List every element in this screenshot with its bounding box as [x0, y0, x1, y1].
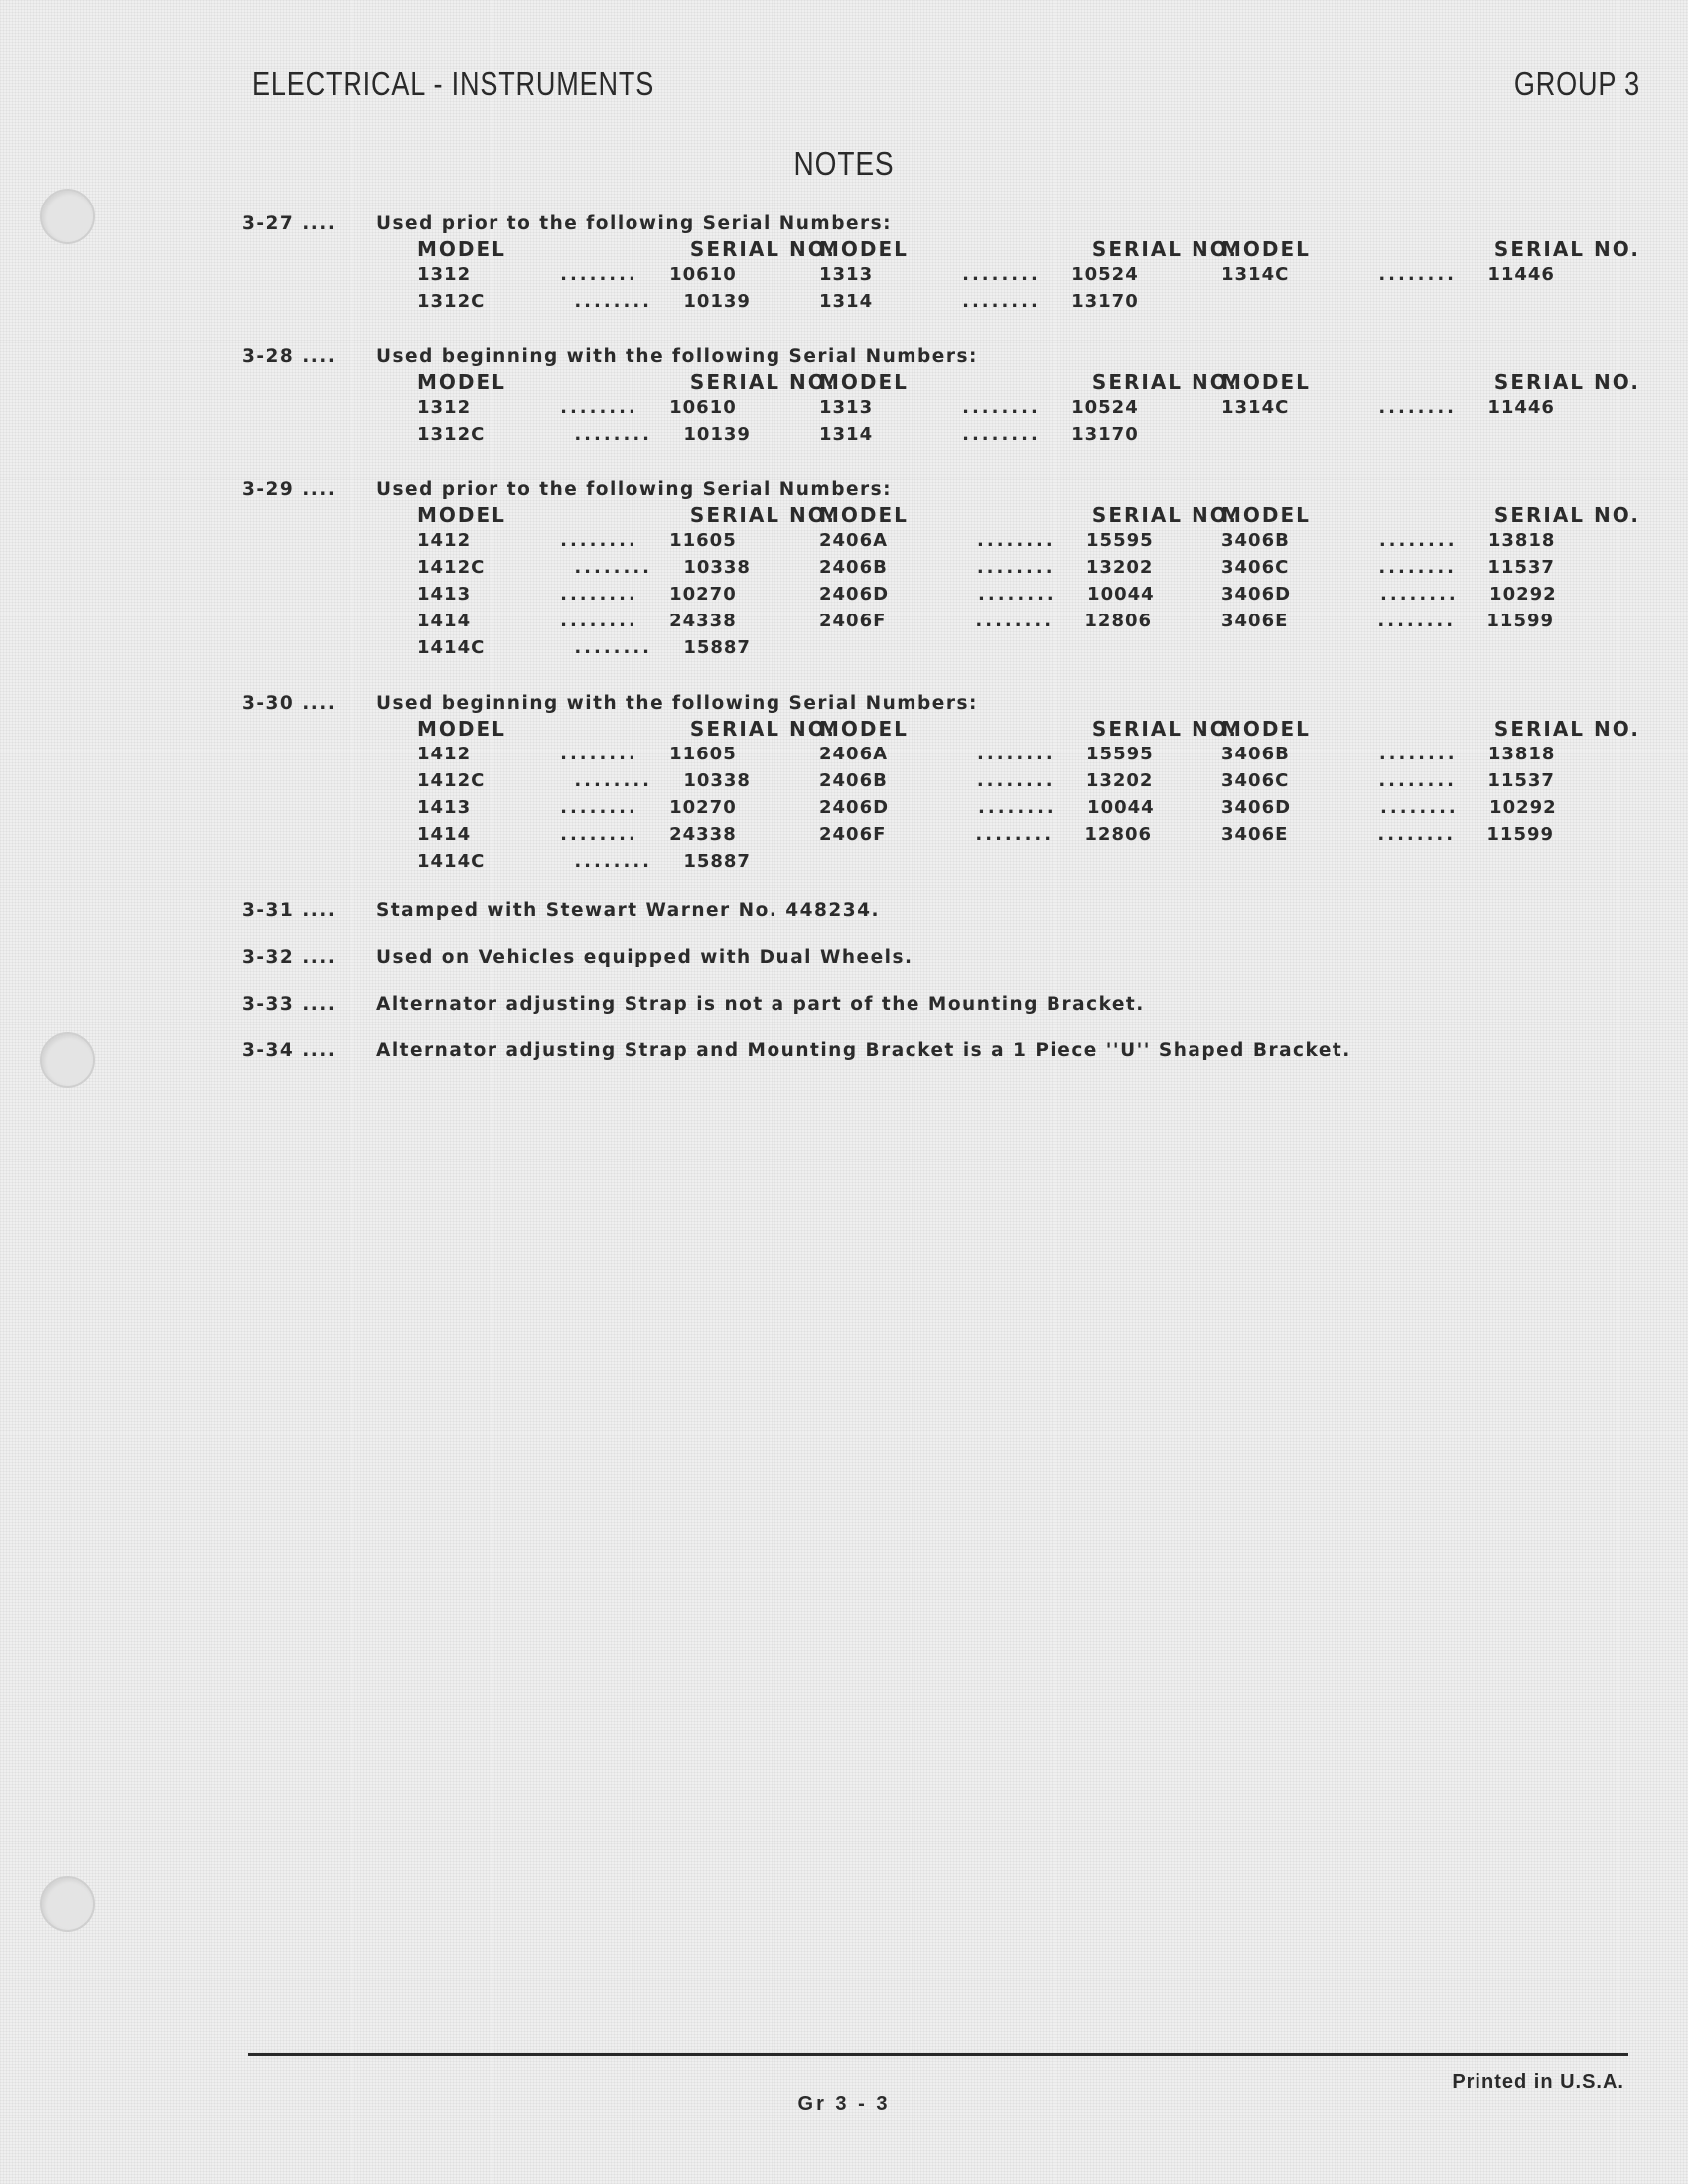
model-number: 3406C [1221, 557, 1290, 578]
serial-number: 11537 [1487, 770, 1555, 791]
serial-entry [417, 557, 751, 578]
serial-column-header: SERIAL NO. [1493, 503, 1640, 527]
serial-entry [819, 530, 1154, 551]
serial-table-header [417, 237, 1640, 264]
serial-table-header [417, 503, 1640, 530]
model-number: 1314C [1221, 397, 1290, 418]
serial-number: 15595 [1086, 530, 1154, 551]
model-column-header: MODEL [819, 503, 909, 527]
model-number: 2406B [819, 770, 888, 791]
model-number: 1413 [417, 584, 472, 605]
note-text: Used prior to the following Serial Numbers: [376, 479, 893, 500]
note-number: 3-28 .... [242, 346, 337, 367]
note-item [242, 944, 1632, 971]
serial-column-header: SERIAL NO. [1493, 370, 1640, 394]
note-text: Alternator adjusting Strap and Mounting Bracket is a 1 Piece ''U'' Shaped Bracket. [376, 1040, 1351, 1061]
serial-number: 10292 [1489, 797, 1557, 818]
leader-dots: ........ [574, 557, 653, 578]
model-number: 1312C [417, 291, 486, 312]
serial-entry [1221, 744, 1556, 764]
page-number: Gr 3 - 3 [797, 2093, 891, 2115]
serial-entry [819, 744, 1154, 764]
serial-number: 13202 [1085, 770, 1154, 791]
serial-table [417, 370, 1640, 451]
model-number: 1312C [417, 424, 486, 445]
serial-number: 12806 [1084, 611, 1153, 631]
model-column-header: MODEL [417, 237, 506, 261]
serial-entry [1221, 797, 1557, 818]
serial-row [417, 424, 1549, 451]
note-text: Used on Vehicles equipped with Dual Wheels. [376, 947, 914, 968]
note-number: 3-30 .... [242, 693, 337, 714]
serial-table [417, 503, 1640, 664]
serial-table [417, 237, 1640, 318]
model-number: 1314 [819, 291, 874, 312]
serial-entry [819, 397, 1139, 418]
model-number: 1314 [819, 424, 874, 445]
serial-number: 10610 [669, 264, 737, 285]
note-line [242, 991, 1632, 1018]
serial-number: 10292 [1489, 584, 1557, 605]
serial-entry [1221, 264, 1555, 285]
serial-number: 11446 [1487, 264, 1555, 285]
serial-entry [417, 824, 737, 845]
column-header-group [819, 717, 1238, 741]
leader-dots: ........ [560, 530, 638, 551]
serial-number: 10270 [669, 797, 737, 818]
serial-entry [417, 611, 737, 631]
leader-dots: ........ [962, 397, 1041, 418]
note-item [242, 1037, 1632, 1064]
serial-number: 10139 [683, 424, 751, 445]
model-column-header: MODEL [1221, 370, 1311, 394]
note-item [242, 210, 1640, 318]
model-number: 2406B [819, 557, 888, 578]
model-number: 3406E [1221, 611, 1289, 631]
note-text: Used prior to the following Serial Numbers: [376, 213, 893, 234]
serial-entry [1221, 611, 1555, 631]
note-line [242, 690, 1632, 717]
serial-number: 13202 [1085, 557, 1154, 578]
model-number: 3406B [1221, 744, 1290, 764]
page-title: NOTES [793, 145, 895, 182]
serial-entry [819, 797, 1155, 818]
column-header-group [1221, 370, 1640, 394]
serial-entry [1221, 557, 1555, 578]
note-line [242, 1037, 1632, 1064]
note-number: 3-33 .... [242, 994, 337, 1015]
model-column-header: MODEL [1221, 717, 1311, 741]
serial-entry [819, 770, 1154, 791]
serial-number: 10044 [1087, 797, 1155, 818]
note-text: Used beginning with the following Serial Numbers: [376, 346, 978, 367]
serial-number: 15887 [683, 637, 751, 658]
column-header-group [417, 237, 836, 261]
serial-number: 10139 [683, 291, 751, 312]
leader-dots: ........ [977, 744, 1055, 764]
serial-number: 13170 [1071, 291, 1139, 312]
note-item [242, 991, 1632, 1018]
leader-dots: ........ [560, 584, 638, 605]
note-item [242, 690, 1640, 878]
serial-column-header: SERIAL NO. [689, 717, 836, 741]
serial-column-header: SERIAL NO. [1493, 237, 1640, 261]
column-header-group [819, 370, 1238, 394]
binder-hole-middle [40, 1032, 95, 1088]
serial-entry [819, 584, 1155, 605]
model-number: 1313 [819, 397, 874, 418]
serial-entry [417, 424, 751, 445]
serial-row [417, 584, 1557, 611]
model-column-header: MODEL [417, 717, 506, 741]
leader-dots: ........ [1378, 770, 1458, 791]
section-header: ELECTRICAL - INSTRUMENTS [252, 66, 655, 102]
note-line [242, 897, 1632, 924]
serial-entry [819, 824, 1153, 845]
serial-entry [819, 424, 1139, 445]
note-text: Stamped with Stewart Warner No. 448234. [376, 900, 881, 921]
serial-column-header: SERIAL NO. [689, 370, 836, 394]
serial-row [417, 851, 1549, 878]
serial-column-header: SERIAL NO. [1091, 503, 1238, 527]
serial-entry [417, 530, 737, 551]
serial-entry [417, 744, 737, 764]
serial-entry [1221, 770, 1555, 791]
model-number: 1414 [417, 824, 472, 845]
model-column-header: MODEL [819, 370, 909, 394]
serial-row [417, 397, 1555, 424]
serial-entry [1221, 397, 1555, 418]
leader-dots: ........ [976, 557, 1055, 578]
model-number: 1412 [417, 744, 472, 764]
serial-number: 10044 [1087, 584, 1155, 605]
leader-dots: ........ [1378, 530, 1458, 551]
serial-row [417, 824, 1555, 851]
model-number: 1312 [417, 397, 472, 418]
serial-entry [417, 797, 737, 818]
serial-entry [417, 637, 751, 658]
model-number: 3406D [1221, 797, 1292, 818]
serial-number: 13818 [1487, 744, 1556, 764]
serial-row [417, 744, 1556, 770]
leader-dots: ........ [574, 424, 653, 445]
column-header-group [1221, 237, 1640, 261]
serial-number: 10338 [683, 557, 751, 578]
leader-dots: ........ [975, 824, 1055, 845]
note-number: 3-29 .... [242, 479, 337, 500]
note-text: Alternator adjusting Strap is not a part of the Mounting Bracket. [376, 994, 1145, 1015]
group-label: GROUP 3 [1513, 66, 1640, 102]
leader-dots: ........ [962, 424, 1041, 445]
leader-dots: ........ [560, 797, 638, 818]
model-number: 1413 [417, 797, 472, 818]
leader-dots: ........ [978, 584, 1056, 605]
leader-dots: ........ [1378, 264, 1458, 285]
leader-dots: ........ [1380, 797, 1459, 818]
serial-entry [1221, 584, 1557, 605]
footer-rule [248, 2053, 1628, 2056]
model-number: 2406A [819, 744, 889, 764]
column-header-group [417, 717, 836, 741]
leader-dots: ........ [1380, 584, 1459, 605]
serial-entry [417, 770, 751, 791]
leader-dots: ........ [976, 770, 1055, 791]
serial-number: 10270 [669, 584, 737, 605]
leader-dots: ........ [1378, 744, 1458, 764]
leader-dots: ........ [1377, 824, 1457, 845]
serial-row [417, 797, 1557, 824]
leader-dots: ........ [975, 611, 1055, 631]
column-header-group [417, 503, 836, 527]
leader-dots: ........ [1378, 397, 1458, 418]
serial-table-header [417, 717, 1640, 744]
model-number: 2406D [819, 584, 890, 605]
note-number: 3-34 .... [242, 1040, 337, 1061]
model-number: 2406D [819, 797, 890, 818]
serial-number: 11605 [669, 530, 737, 551]
leader-dots: ........ [962, 264, 1041, 285]
serial-column-header: SERIAL NO. [1091, 237, 1238, 261]
model-number: 1412C [417, 770, 486, 791]
serial-table-header [417, 370, 1640, 397]
serial-entry [417, 397, 737, 418]
serial-number: 11446 [1487, 397, 1555, 418]
serial-entry [417, 584, 737, 605]
serial-number: 15595 [1086, 744, 1154, 764]
serial-row [417, 611, 1555, 637]
serial-row [417, 637, 1549, 664]
note-line [242, 944, 1632, 971]
model-number: 1412C [417, 557, 486, 578]
serial-number: 24338 [669, 824, 737, 845]
serial-column-header: SERIAL NO. [689, 237, 836, 261]
model-column-header: MODEL [1221, 237, 1311, 261]
serial-number: 11605 [669, 744, 737, 764]
serial-row [417, 770, 1555, 797]
leader-dots: ........ [574, 291, 653, 312]
serial-number: 11537 [1487, 557, 1555, 578]
column-header-group [819, 237, 1238, 261]
leader-dots: ........ [978, 797, 1056, 818]
note-number: 3-31 .... [242, 900, 337, 921]
model-column-header: MODEL [417, 370, 506, 394]
column-header-group [417, 370, 836, 394]
model-number: 3406B [1221, 530, 1290, 551]
model-column-header: MODEL [819, 717, 909, 741]
leader-dots: ........ [560, 611, 638, 631]
leader-dots: ........ [1378, 557, 1458, 578]
note-item [242, 477, 1640, 664]
serial-entry [819, 264, 1139, 285]
serial-number: 10338 [683, 770, 751, 791]
serial-number: 11599 [1486, 824, 1555, 845]
model-column-header: MODEL [819, 237, 909, 261]
leader-dots: ........ [560, 264, 638, 285]
column-header-group [1221, 717, 1640, 741]
leader-dots: ........ [977, 530, 1055, 551]
model-column-header: MODEL [1221, 503, 1311, 527]
note-line [242, 210, 1632, 237]
serial-entry [417, 291, 751, 312]
serial-entry [819, 291, 1139, 312]
serial-number: 12806 [1084, 824, 1153, 845]
leader-dots: ........ [574, 770, 653, 791]
serial-number: 10524 [1071, 264, 1139, 285]
model-number: 2406A [819, 530, 889, 551]
serial-entry [819, 611, 1153, 631]
model-number: 1414C [417, 851, 486, 872]
notes-list [242, 210, 1640, 1064]
leader-dots: ........ [560, 824, 638, 845]
serial-row [417, 530, 1556, 557]
binder-hole-top [40, 189, 95, 244]
serial-number: 10524 [1071, 397, 1139, 418]
serial-column-header: SERIAL NO. [689, 503, 836, 527]
leader-dots: ........ [1377, 611, 1457, 631]
serial-entry [417, 851, 751, 872]
leader-dots: ........ [962, 291, 1041, 312]
serial-entry [1221, 824, 1555, 845]
model-number: 2406F [819, 611, 887, 631]
note-number: 3-27 .... [242, 213, 337, 234]
printed-in-label: Printed in U.S.A. [1452, 2071, 1624, 2093]
model-number: 3406E [1221, 824, 1289, 845]
column-header-group [819, 503, 1238, 527]
model-number: 2406F [819, 824, 887, 845]
serial-number: 13818 [1487, 530, 1556, 551]
leader-dots: ........ [560, 397, 638, 418]
serial-row [417, 264, 1555, 291]
note-text: Used beginning with the following Serial Numbers: [376, 693, 978, 714]
model-number: 1412 [417, 530, 472, 551]
serial-column-header: SERIAL NO. [1091, 370, 1238, 394]
serial-column-header: SERIAL NO. [1493, 717, 1640, 741]
column-header-group [1221, 503, 1640, 527]
model-column-header: MODEL [417, 503, 506, 527]
model-number: 1414 [417, 611, 472, 631]
model-number: 1314C [1221, 264, 1290, 285]
serial-number: 10610 [669, 397, 737, 418]
serial-table [417, 717, 1640, 878]
leader-dots: ........ [560, 744, 638, 764]
note-line [242, 477, 1632, 503]
note-number: 3-32 .... [242, 947, 337, 968]
serial-entry [417, 264, 737, 285]
model-number: 1414C [417, 637, 486, 658]
model-number: 1313 [819, 264, 874, 285]
note-item [242, 343, 1640, 451]
serial-number: 11599 [1486, 611, 1555, 631]
leader-dots: ........ [574, 851, 653, 872]
serial-number: 24338 [669, 611, 737, 631]
binder-hole-bottom [40, 1876, 95, 1932]
model-number: 1312 [417, 264, 472, 285]
note-line [242, 343, 1632, 370]
serial-row [417, 557, 1555, 584]
serial-entry [819, 557, 1154, 578]
leader-dots: ........ [574, 637, 653, 658]
serial-number: 15887 [683, 851, 751, 872]
serial-row [417, 291, 1549, 318]
note-item [242, 897, 1632, 924]
serial-entry [1221, 530, 1556, 551]
model-number: 3406C [1221, 770, 1290, 791]
model-number: 3406D [1221, 584, 1292, 605]
serial-number: 13170 [1071, 424, 1139, 445]
serial-column-header: SERIAL NO. [1091, 717, 1238, 741]
